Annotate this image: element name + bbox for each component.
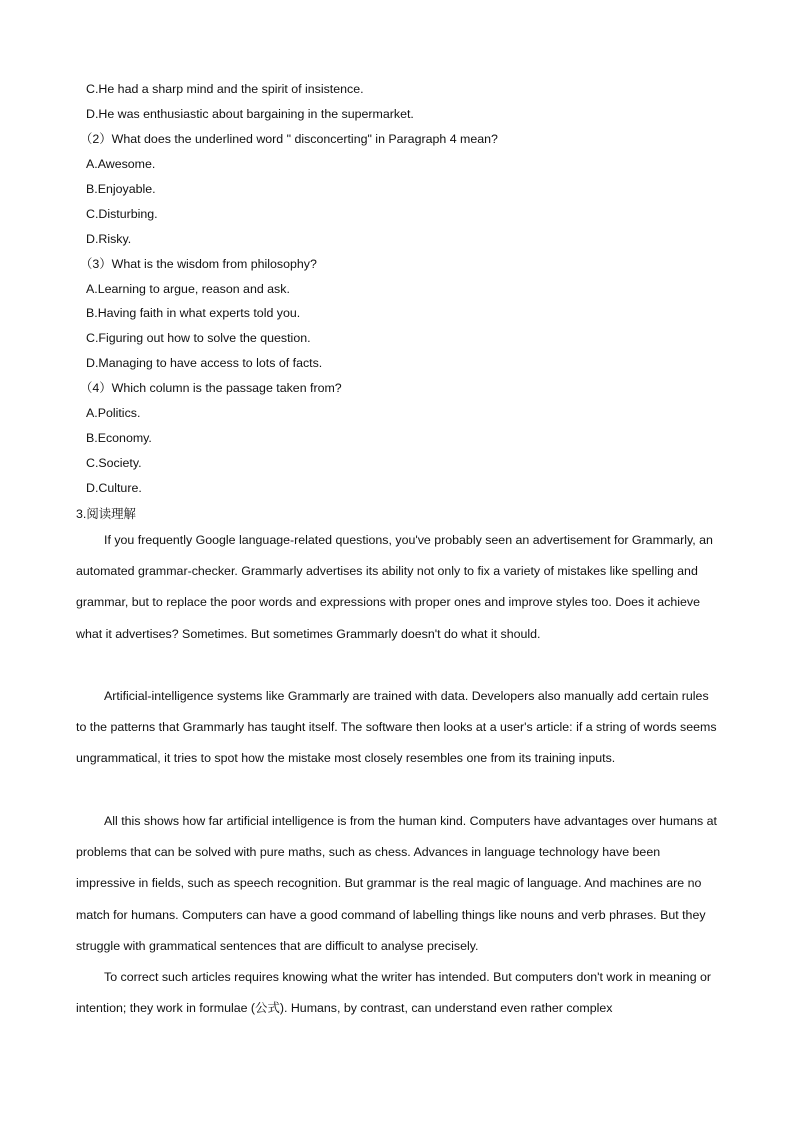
q4-option-b: B.Economy. bbox=[86, 431, 152, 445]
q4-option-d: D.Culture. bbox=[86, 481, 142, 495]
q1-option-c: C.He had a sharp mind and the spirit of insistence. bbox=[86, 82, 364, 96]
paragraph-1: If you frequently Google language-related questions, you've probably seen an advertisement for Grammarly, an automated grammar-checker. Grammarly advertises its ability not only to fix a variety of mistakes like spelling and grammar, but to replace the poor words and expressions with proper ones and improve styles too. Does it achieve what it advertises? Sometimes. But sometimes Grammarly doesn't do what it should. bbox=[76, 533, 713, 641]
section-3-heading: 3.阅读理解 bbox=[76, 507, 136, 521]
q4-option-c: C.Society. bbox=[86, 456, 142, 470]
q2-option-c: C.Disturbing. bbox=[86, 207, 158, 221]
q3-stem: （3）What is the wisdom from philosophy? bbox=[80, 257, 317, 271]
q2-stem: （2）What does the underlined word " disconcerting" in Paragraph 4 mean? bbox=[80, 132, 498, 146]
q3-option-b: B.Having faith in what experts told you. bbox=[86, 306, 301, 320]
q3-option-d: D.Managing to have access to lots of facts. bbox=[86, 356, 323, 370]
paragraph-2: Artificial-intelligence systems like Grammarly are trained with data. Developers also manually add certain rules to the patterns that Grammarly has taught itself. The software then looks at a user's article: if a string of words seems ungrammatical, it tries to spot how the mistake most closely resembles one from its training inputs. bbox=[76, 689, 717, 766]
paragraph-3: All this shows how far artificial intelligence is from the human kind. Computers have advantages over humans at problems that can be solved with pure maths, such as chess. Advances in language technology have been impressive in fields, such as speech recognition. But grammar is the real magic of language. And machines are no match for humans. Computers can have a good command of labelling things like nouns and verb phrases. But they struggle with grammatical sentences that are difficult to analyse precisely. bbox=[76, 814, 717, 953]
q2-option-d: D.Risky. bbox=[86, 232, 132, 246]
q4-option-a: A.Politics. bbox=[86, 406, 141, 420]
q2-option-b: B.Enjoyable. bbox=[86, 182, 156, 196]
paragraph-4: To correct such articles requires knowing what the writer has intended. But computers don't work in meaning or intention; they work in formulae (公式). Humans, by contrast, can understand even rather complex bbox=[76, 970, 712, 1016]
q3-option-c: C.Figuring out how to solve the question. bbox=[86, 331, 311, 345]
q2-option-a: A.Awesome. bbox=[86, 157, 156, 171]
q1-option-d: D.He was enthusiastic about bargaining in the supermarket. bbox=[86, 107, 414, 121]
q3-option-a: A.Learning to argue, reason and ask. bbox=[86, 282, 290, 296]
q4-stem: （4）Which column is the passage taken from? bbox=[80, 381, 342, 395]
